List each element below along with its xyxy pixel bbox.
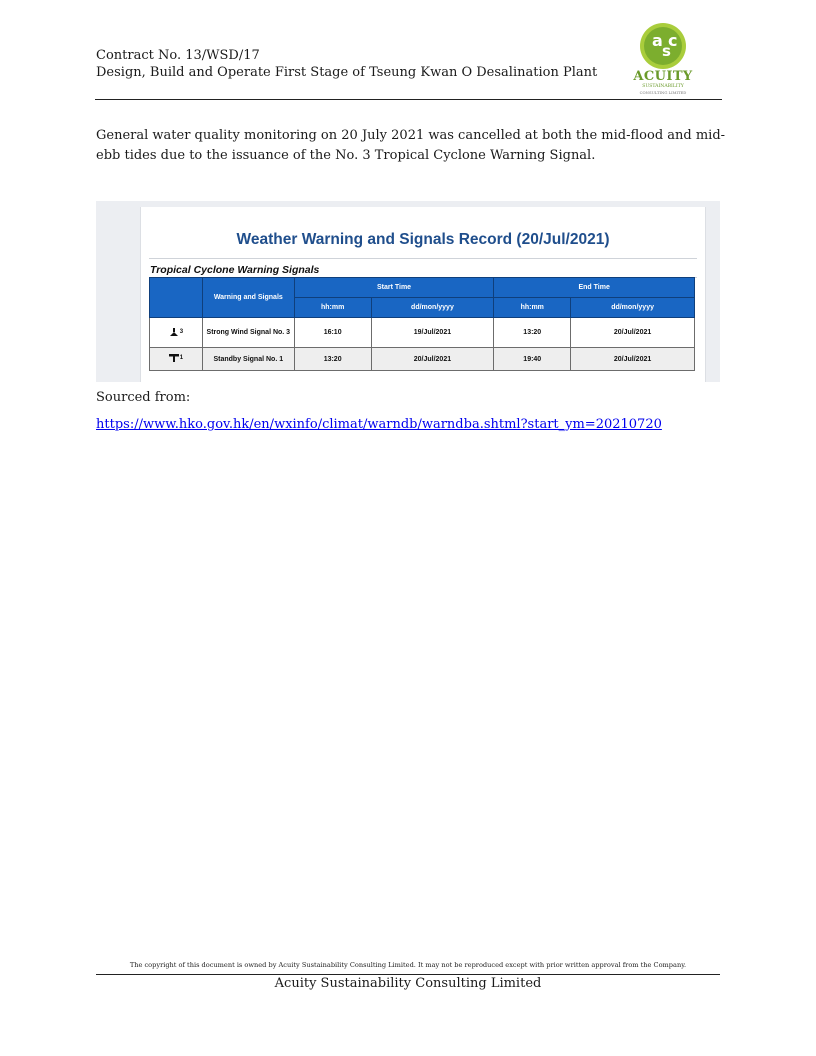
source-link[interactable]: https://www.hko.gov.hk/en/wxinfo/climat/warndb/warndba.shtml?start_ym=20210720 <box>96 417 662 432</box>
svg-text:a: a <box>652 31 663 50</box>
start-time: 16:10 <box>294 318 371 348</box>
contract-number: Contract No. 13/WSD/17 <box>96 48 260 63</box>
footer-divider <box>96 974 720 975</box>
asc-logo-icon <box>639 22 687 70</box>
start-date-header: dd/mon/yyyy <box>371 298 494 318</box>
section-title: Tropical Cyclone Warning Signals <box>150 264 320 276</box>
signal-name: Strong Wind Signal No. 3 <box>202 318 294 348</box>
logo-wordmark: ACUITY <box>633 69 693 84</box>
copyright-notice: The copyright of this document is owned by Acuity Sustainability Consulting Limited. It may not be reproduced except with prior written approval from the Company. <box>129 961 687 969</box>
signal-name: Standby Signal No. 1 <box>202 348 294 371</box>
logo-tagline: SUSTAINABILITY <box>642 84 684 89</box>
end-time: 19:40 <box>494 348 571 371</box>
svg-text:s: s <box>662 42 671 60</box>
weather-record-panel <box>140 207 706 382</box>
company-logo <box>628 22 698 96</box>
signal-icon-cell <box>150 348 203 371</box>
record-title: Weather Warning and Signals Record (20/Jul/2021) <box>236 231 610 248</box>
footer-company: Acuity Sustainability Consulting Limited <box>274 976 542 991</box>
start-time: 13:20 <box>294 348 371 371</box>
end-date: 20/Jul/2021 <box>571 318 695 348</box>
logo-subtagline: CONSULTING LIMITED <box>639 90 687 95</box>
signal-number: 1 <box>179 355 184 361</box>
signal-icon-cell <box>150 318 203 348</box>
document-header <box>96 47 597 81</box>
source-label: Sourced from: <box>96 390 191 405</box>
end-time-header: End Time <box>494 278 695 298</box>
signal-no1-icon <box>169 354 179 362</box>
body-paragraph: General water quality monitoring on 20 July 2021 was cancelled at both the mid-flood and mid-ebb tides due to the issuance of the No. 3 Tropical Cyclone Warning Signal. <box>96 128 726 163</box>
table-row <box>150 318 695 348</box>
signals-table <box>149 277 695 371</box>
start-date: 19/Jul/2021 <box>371 318 494 348</box>
icon-column-header <box>150 278 203 318</box>
svg-text:c: c <box>668 31 678 50</box>
end-date: 20/Jul/2021 <box>571 348 695 371</box>
header-divider <box>95 99 722 100</box>
end-date-header: dd/mon/yyyy <box>571 298 695 318</box>
warning-column-header: Warning and Signals <box>202 278 294 318</box>
signal-no3-icon <box>169 328 179 336</box>
start-time-header: Start Time <box>294 278 494 298</box>
end-time: 13:20 <box>494 318 571 348</box>
signal-number: 3 <box>179 328 184 335</box>
start-hhmm-header: hh:mm <box>294 298 371 318</box>
end-hhmm-header: hh:mm <box>494 298 571 318</box>
table-row <box>150 348 695 371</box>
weather-record-screenshot <box>96 201 720 382</box>
start-date: 20/Jul/2021 <box>371 348 494 371</box>
project-title: Design, Build and Operate First Stage of Tseung Kwan O Desalination Plant <box>96 65 598 80</box>
title-divider <box>149 258 697 259</box>
